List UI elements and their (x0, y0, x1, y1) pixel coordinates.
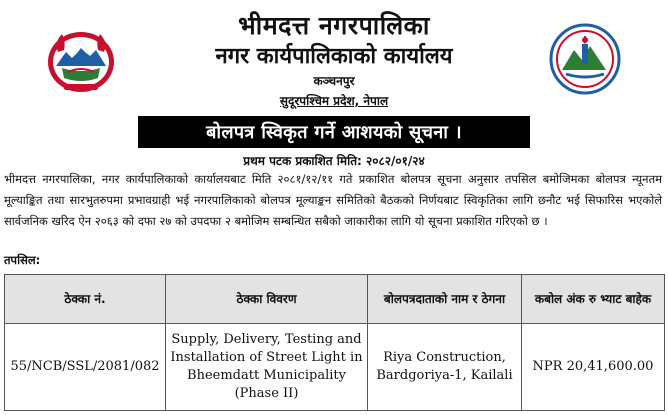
details-label: तपसिल: (4, 253, 41, 267)
header-description: ठेक्का विवरण (166, 275, 368, 324)
cell-amount: NPR 20,41,600.00 (522, 324, 665, 411)
office-title: नगर कार्यपालिकाको कार्यालय (215, 44, 453, 69)
bid-table (4, 274, 665, 411)
header-amount: कबोल अंक रु भ्याट बाहेक (522, 275, 665, 324)
location-line: कञ्चनपुर (313, 74, 355, 88)
cell-description: Supply, Delivery, Testing and Installation of Street Light in Bheemdatt Municipality (Phase II) (166, 324, 368, 411)
table-header-row (5, 275, 665, 324)
publish-date: प्रथम पटक प्रकाशित मिति: २०८२/०१/२४ (243, 154, 425, 168)
table-row (5, 324, 665, 411)
province-line: सुदूरपश्चिम प्रदेश, नेपाल (279, 94, 389, 108)
org-title: भीमदत्त नगरपालिका (238, 11, 430, 40)
cell-bidder: Riya Construction, Bardgoriya-1, Kailali (368, 324, 522, 411)
cell-contract-no: 55/NCB/SSL/2081/082 (5, 324, 166, 411)
notice-body: भीमदत्त नगरपालिका, नगर कार्यपालिकाको कार्यालयबाट मिति २०८१/१२/११ गते प्रकाशित बोलपत्र सूचना अनुसार तपसिल बमोजिमका बोलपत्र न्यूनतम मूल्याङ्कित तथा सारभुतरुपमा प्रभावग्राही भई नगरपालिकाको बोलपत्र मूल्याङ्कन समितिको बैठकको निर्णयबाट स्विकृतिका लागि छनौट भई सिफारिस भएकोले सार्वजनिक खरिद ऐन २०६३ को दफा २७ को उपदफा २ बमोजिम सम्बन्धित सबैको जाकारीका लागि यो सूचना प्रकाशित गरिएको छ । (4, 172, 662, 228)
bhimdatta-municipality-logo-icon (548, 22, 622, 96)
header-contract-no: ठेक्का नं. (5, 275, 166, 324)
notice-title-banner: बोलपत्र स्विकृत गर्ने आशयको सूचना । (138, 116, 530, 148)
header-bidder: बोलपत्रदाताको नाम र ठेगना (368, 275, 522, 324)
